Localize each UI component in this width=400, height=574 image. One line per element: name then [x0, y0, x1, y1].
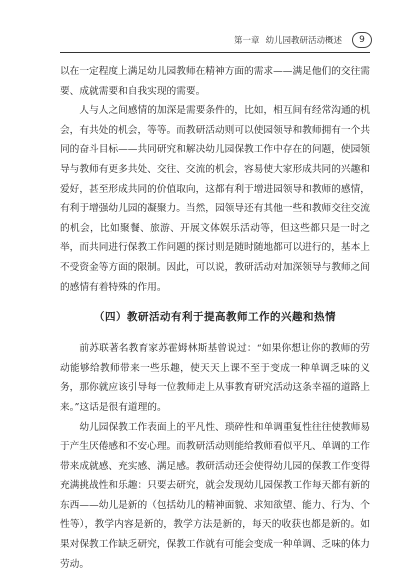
paragraph: 人与人之间感情的加深是需要条件的，比如，相互间有经常沟通的机会，有共处的机会，等等。而教研活动则可以使园领导和教师拥有一个共同的奋斗目标——共同研究和解决幼儿园保教工作中存在的问题，使园领导与教师有更多共处、交往、交流的机会，容易使大家形成共同的兴趣和爱好，甚至形成共同的价值取向，这都有利于增进园领导和教师的感情，有利于增强幼儿园的凝聚力。当然，园领导还有其他一些和教师交往交流的机会，比如聚餐、旅游、开展文体娱乐活动等，但这些都只是一时之举，而共同进行保教工作问题的探讨则是随时随地都可以进行的，基本上不受资金等方面的限制。因此，可以说，教研活动对加深领导与教师之间的感情有着特殊的作用。 [60, 101, 370, 297]
chapter-title: 幼儿园教研活动概述 [265, 34, 342, 46]
page-number: 9 [352, 32, 372, 48]
chapter-label: 第一章 [234, 34, 260, 46]
header-rule [60, 52, 370, 53]
running-header [60, 30, 372, 50]
paragraph: 以在一定程度上满足幼儿园教师在精神方面的需求——满足他们的交往需要、成就需要和自我实现的需要。 [60, 62, 370, 101]
section-heading: （四）教研活动有利于提高教师工作的兴趣和热情 [60, 307, 370, 327]
paragraph: 幼儿园保教工作表面上的平凡性、琐碎性和单调重复性往往使教师易于产生厌倦感和不安心理。而教研活动则能给教师看似平凡、单调的工作带来成就感、充实感、满足感。教研活动还会使得幼儿园的保教工作变得充满挑战性和乐趣：只要去研究，就会发现幼儿园保教工作每天都有新的东西——幼儿是新的（包括幼儿的精神面貌、求知欲望、能力、行为、个性等），教学内容是新的，教学方法是新的，每天的收获也都是新的。如果对保教工作缺乏研究，保教工作就有可能会变成一种单调、乏味的体力劳动。 [60, 418, 370, 574]
page-body [60, 62, 370, 574]
paragraph: 前苏联著名教育家苏霍姆林斯基曾说过：“如果你想让你的教师的劳动能够给教师带来一些乐趣，使天天上课不至于变成一种单调乏味的义务，那你就应该引导每一位教师走上从事教育研究活动这条幸福的道路上来。”这话是很有道理的。 [60, 339, 370, 417]
